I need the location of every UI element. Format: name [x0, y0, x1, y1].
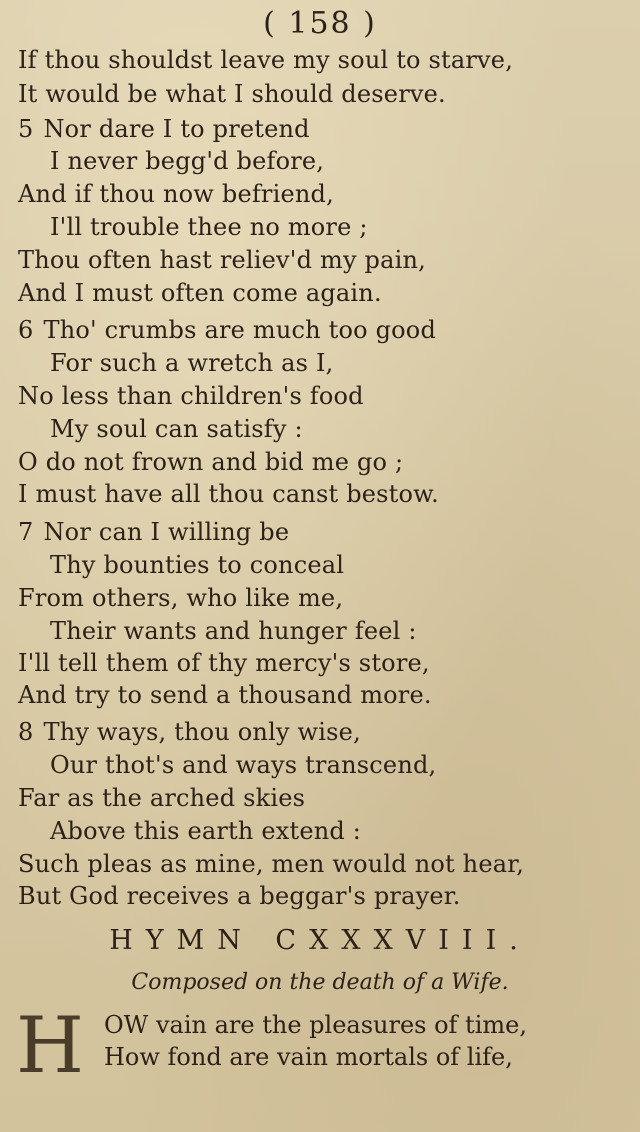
verse-line: Far as the arched skies — [18, 784, 306, 812]
verse-line: For such a wretch as I, — [50, 349, 334, 377]
stanza-number: 8 — [18, 718, 34, 746]
hymn-title: HYMN CXXXVIII. — [109, 925, 531, 956]
verse-line: Such pleas as mine, men would not hear, — [18, 850, 525, 878]
verse-line: And try to send a thousand more. — [18, 681, 432, 709]
verse-line: It would be what I should deserve. — [18, 80, 446, 108]
verse-line: Thou often hast reliev'd my pain, — [18, 246, 426, 274]
verse-line: And if thou now befriend, — [18, 180, 334, 208]
stanza-8-line-1: 8 Thy ways, thou only wise, — [18, 718, 361, 746]
page-number: ( 158 ) — [263, 6, 377, 41]
verse-line: I'll trouble thee no more ; — [50, 213, 368, 241]
verse-line: How fond are vain mortals of life, — [104, 1043, 513, 1071]
verse-line: But God receives a beggar's prayer. — [18, 882, 461, 910]
verse-line: OW vain are the pleasures of time, — [104, 1011, 527, 1039]
stanza-number: 7 — [18, 518, 34, 546]
verse-line: O do not frown and bid me go ; — [18, 448, 404, 476]
verse-line: Our thot's and ways transcend, — [50, 751, 437, 779]
stanza-7-line-1: 7 Nor can I willing be — [18, 518, 290, 546]
stanza-6-line-1: 6 Tho' crumbs are much too good — [18, 316, 437, 344]
verse-line: I must have all thou canst bestow. — [18, 480, 439, 508]
stanza-number: 6 — [18, 316, 34, 344]
verse-line: And I must often come again. — [18, 279, 382, 307]
verse-line: Thy bounties to conceal — [50, 551, 345, 579]
verse-line: My soul can satisfy : — [50, 415, 303, 443]
verse-line: From others, who like me, — [18, 584, 344, 612]
verse-line: I'll tell them of thy mercy's store, — [18, 649, 430, 677]
stanza-5-line-1: 5 Nor dare I to pretend — [18, 115, 310, 143]
stanza-number: 5 — [18, 115, 34, 143]
verse-line: I never begg'd before, — [50, 147, 325, 175]
verse-line: Above this earth extend : — [50, 817, 362, 845]
hymn-subtitle: Composed on the death of a Wife. — [131, 970, 509, 995]
drop-cap: H — [16, 1001, 85, 1091]
verse-line: No less than children's food — [18, 382, 364, 410]
verse-line: If thou shouldst leave my soul to starve, — [18, 46, 514, 74]
verse-line: Their wants and hunger feel : — [50, 617, 417, 645]
